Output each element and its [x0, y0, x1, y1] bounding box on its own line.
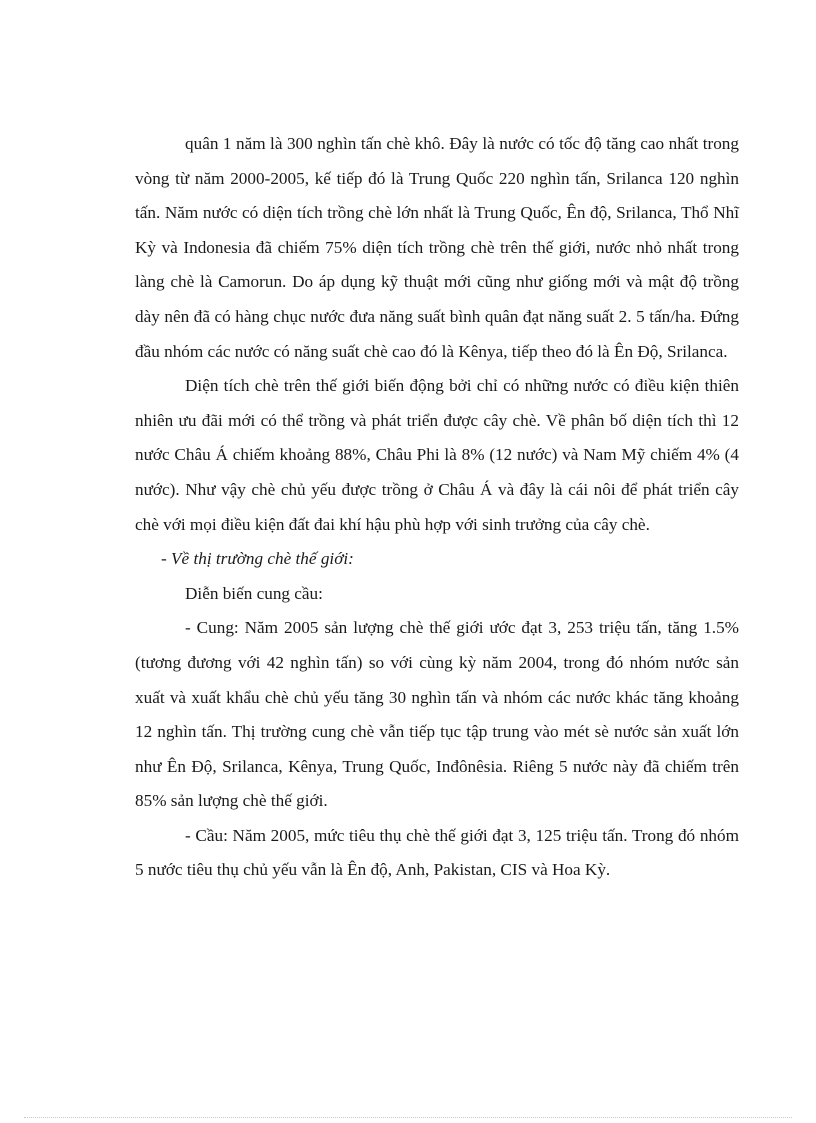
paragraph-tea-production: quân 1 năm là 300 nghìn tấn chè khô. Đây là nước có tốc độ tăng cao nhất trong vòng từ năm 2000-2005, kế tiếp đó là Trung Quốc 220 nghìn tấn, Srilanca 120 nghìn tấn. Năm nước có diện tích trồng chè lớn nhất là Trung Quốc, Ên độ, Srilanca, Thổ Nhĩ Kỳ và Indonesia đã chiếm 75% diện tích trồng chè trên thế giới, nước nhỏ nhất trong làng chè là Camorun. Do áp dụng kỹ thuật mới cũng như giống mới và mật độ trồng dày nên đã có hàng chục nước đưa năng suất bình quân đạt năng suất 2. 5 tấn/ha. Đứng đầu nhóm các nước có năng suất chè cao đó là Kênya, tiếp theo đó là Ên Độ, Srilanca. [135, 134, 739, 361]
paragraph-tea-area: Diện tích chè trên thế giới biến động bởi chỉ có những nước có điều kiện thiên nhiên ưu đãi mới có thể trồng và phát triển được cây chè. Về phân bố diện tích thì 12 nước Châu Á chiếm khoảng 88%, Châu Phi là 8% (12 nước) và Nam Mỹ chiếm 4% (4 nước). Như vậy chè chủ yếu được trồng ở Châu Á và đây là cái nôi để phát triển cây chè với mọi điều kiện đất đai khí hậu phù hợp với sinh trưởng của cây chè. [135, 376, 739, 534]
paragraph-demand: - Cầu: Năm 2005, mức tiêu thụ chè thế giới đạt 3, 125 triệu tấn. Trong đó nhóm 5 nước tiêu thụ chủ yếu vẫn là Ên độ, Anh, Pakistan, CIS và Hoa Kỳ. [135, 825, 739, 880]
document-page [135, 127, 739, 888]
section-heading-world-tea-market: - Về thị trường chè thế giới: [161, 549, 354, 569]
paragraph-supply: - Cung: Năm 2005 sản lượng chè thế giới ước đạt 3, 253 triệu tấn, tăng 1.5% (tương đương với 42 nghìn tấn) so với cùng kỳ năm 2004, trong đó nhóm nước sản xuất và xuất khẩu chè chủ yếu tăng 30 nghìn tấn và nhóm các nước khác tăng khoảng 12 nghìn tấn. Thị trường cung chè vẫn tiếp tục tập trung vào mét sè nước sản xuất lớn như Ên Độ, Srilanca, Kênya, Trung Quốc, Inđônêsia. Riêng 5 nước này đã chiếm trên 85% sản lượng chè thế giới. [135, 618, 739, 811]
subheading-supply-demand: Diễn biến cung cầu: [185, 583, 323, 603]
page-bottom-divider [24, 1117, 792, 1118]
